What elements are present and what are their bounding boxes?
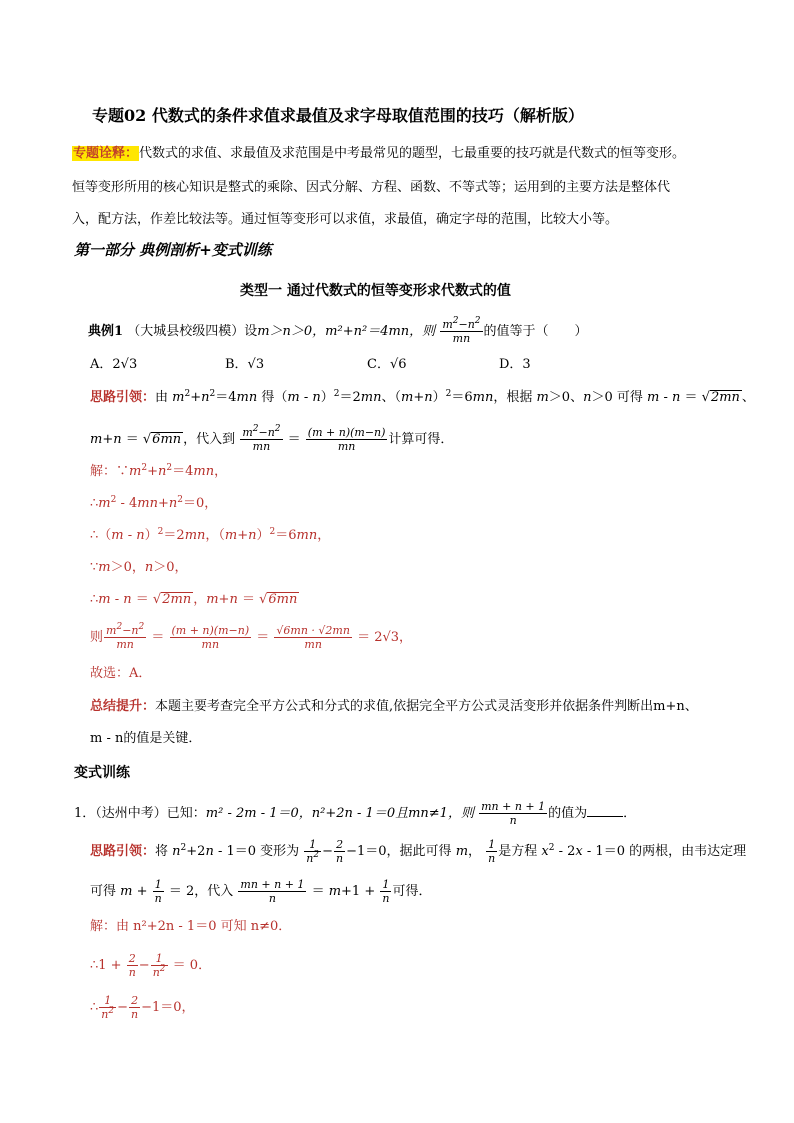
- fraction: $\frac{1}{n^2}$: [306, 838, 320, 865]
- page-title: 专题02 代数式的条件求值求最值及求字母取值范围的技巧（解析版）: [92, 106, 584, 125]
- hint-2-line-1: 思路引领：将 $n^2+2n - 1=0$ 变形为 $\frac{1}{n^2}$ − $\frac{2}{n}$ −1＝0，据此可得 m， $\frac{1}{n}$ 是方程 $x^2 - 2x - 1=0$ 的两根，由韦达定理: [90, 838, 747, 865]
- variant-heading: 变式训练: [74, 765, 130, 781]
- solution-2-step-2: ∴1 + $\frac{2}{n}$ − $\frac{1}{n^2}$ ＝ 0．: [90, 952, 212, 979]
- fraction: $\frac{1}{n}$: [382, 878, 390, 905]
- fraction: $\frac{1}{n^2}$: [101, 994, 115, 1021]
- fraction: $\frac{(m + n)(m-n)}{mn}$: [307, 426, 386, 453]
- part-heading: 第一部分 典例剖析+变式训练: [74, 241, 272, 259]
- fraction: $\frac{m^2-n^2}{mn}$: [242, 424, 281, 453]
- fraction: $\frac{√6mn \cdot √2mn}{mn}$: [276, 624, 350, 651]
- type-heading: 类型一 通过代数式的恒等变形求代数式的值: [240, 283, 511, 299]
- fraction: $\frac{mn + n + 1}{n}$: [240, 878, 305, 905]
- fraction: $\frac{m^2-n^2}{mn}$: [442, 316, 481, 345]
- summary-line-2: m - n的值是关键．: [90, 731, 202, 746]
- option-b: B．√3: [225, 357, 265, 372]
- option-d: D．3: [499, 357, 531, 372]
- answer-blank: [587, 804, 623, 817]
- solution-step-3: ∴（m - n）$^2$＝2mn，$(m+n)^2=6mn$，: [90, 527, 331, 543]
- solution-choice: 故选：A．: [90, 666, 152, 681]
- fraction: $\frac{1}{n}$: [154, 878, 162, 905]
- intro-line-1: 专题诠释：代数式的求值、求最值及求范围是中考最常见的题型，七最重要的技巧就是代数式的恒等变形。: [73, 146, 686, 161]
- fraction: $\frac{mn + n + 1}{n}$: [481, 800, 546, 827]
- example-1-question: 典例1 （大城县校级四模）设m＞n＞0，m²+n²＝4mn，则 $\frac{m^2-n^2}{mn}$ 的值等于（ ）: [88, 316, 588, 345]
- hint-label: 思路引领：: [90, 844, 156, 859]
- intro-line-2: 恒等变形所用的核心知识是整式的乘除、因式分解、方程、函数、不等式等；运用到的主要方法是整体代: [72, 180, 671, 195]
- fraction: $\frac{2}{n}$: [128, 952, 136, 979]
- hint-1-line-1: 思路引领：由 $m^2+n^2=4mn$ 得（m - n）$^2$＝2mn、$(m+n)^2=6mn$，根据 m＞0、n＞0 可得 m - n ＝ √2mn 、: [90, 389, 755, 405]
- fraction: $\frac{2}{n}$: [336, 838, 344, 865]
- hint-2-line-2: 可得 m + $\frac{1}{n}$ ＝ 2，代入 $\frac{mn + n + 1}{n}$ ＝ m+1 + $\frac{1}{n}$ 可得．: [90, 878, 432, 905]
- summary-line-1: 总结提升：本题主要考查完全平方公式和分式的求值,依据完全平方公式灵活变形并依据条件判断出m+n、: [90, 699, 698, 714]
- solution-step-6: 则 $\frac{m^2-n^2}{mn}$ ＝ $\frac{(m + n)(m-n)}{mn}$ ＝ $\frac{√6mn \cdot √2mn}{mn}$ ＝ 2√3，: [90, 622, 413, 651]
- solution-2-step-1: 解：由 n²+2n - 1＝0 可知 n≠0．: [90, 919, 292, 934]
- example-label: 典例1: [88, 324, 124, 339]
- hint-1-line-2: m+n ＝ √6mn ，代入到 $\frac{m^2-n^2}{mn}$ ＝ $\frac{(m + n)(m-n)}{mn}$ 计算可得．: [90, 424, 454, 453]
- solution-step-5: ∴m - n ＝ √2mn ，m+n ＝ √6mn: [90, 592, 298, 607]
- solution-2-step-3: ∴ $\frac{1}{n^2}$ − $\frac{2}{n}$ −1＝0，: [90, 994, 195, 1021]
- fraction: $\frac{1}{n^2}$: [152, 952, 166, 979]
- intro-label: 专题诠释：: [73, 146, 139, 161]
- solution-step-1: 解：$\because m^2+n^2=4mn$，: [90, 463, 228, 479]
- option-a: A．2√3: [90, 357, 138, 372]
- fraction: $\frac{m^2-n^2}{mn}$: [106, 622, 145, 651]
- fraction: $\frac{1}{n}$: [488, 838, 496, 865]
- fraction: $\frac{2}{n}$: [131, 994, 139, 1021]
- hint-label: 思路引领：: [90, 390, 156, 405]
- question-1: 1．（达州中考）已知：m² - 2m - 1＝0，n²+2n - 1＝0且mn≠1，则 $\frac{mn + n + 1}{n}$ 的值为 ．: [74, 800, 637, 827]
- summary-label: 总结提升：: [90, 699, 156, 714]
- solution-step-2: $\therefore m^2 - 4mn+n^2=0$，: [90, 495, 218, 511]
- option-c: C．√6: [367, 357, 407, 372]
- solution-step-4: ∵m＞0，n＞0，: [90, 560, 188, 575]
- intro-line-3: 入，配方法，作差比较法等。通过恒等变形可以求值，求最值，确定字母的范围，比较大小等。: [72, 212, 619, 227]
- fraction: $\frac{(m + n)(m-n)}{mn}$: [171, 624, 250, 651]
